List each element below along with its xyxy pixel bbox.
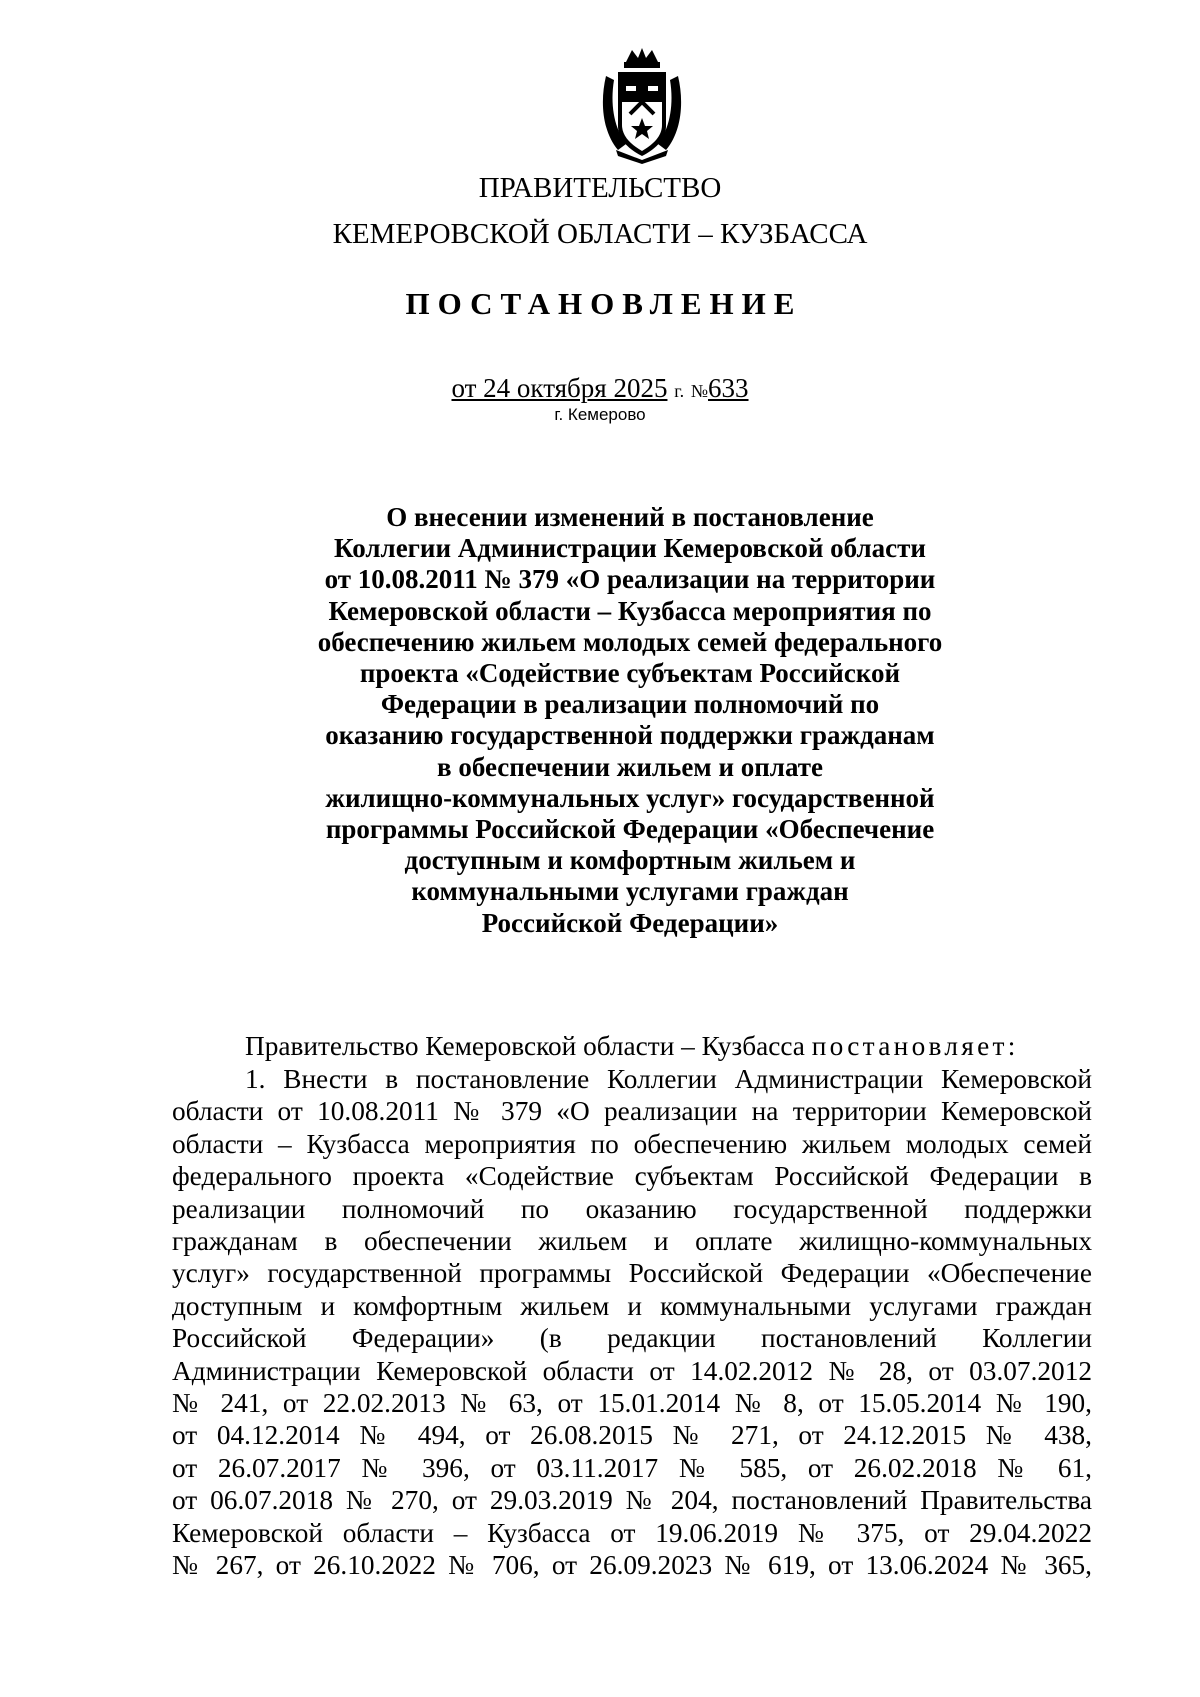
title-line: Кемеровской области – Кузбасса мероприятия по — [328, 595, 932, 626]
paragraph-line: № 267, от 26.10.2022 № 706, от 26.09.2023 № 619, от 13.06.2024 № 365, — [172, 1550, 1092, 1581]
document-date-number — [0, 372, 1200, 407]
title-line: оказанию государственной поддержки гражданам — [325, 720, 935, 751]
title-line: Российской Федерации» — [481, 907, 779, 938]
paragraph-line: гражданам в обеспечении жильем и оплате жилищно-коммунальных — [172, 1226, 1092, 1257]
preamble-verb: постановляет: — [811, 1031, 1019, 1061]
paragraph-line: области – Кузбасса мероприятия по обеспечению жильем молодых семей — [172, 1128, 1092, 1159]
year-suffix: г. — [674, 381, 685, 401]
paragraph-line: Кемеровской области – Кузбасса от 19.06.2019 № 375, от 29.04.2022 — [172, 1517, 1092, 1548]
title-line: Коллегии Администрации Кемеровской области — [334, 533, 926, 564]
title-line: обеспечению жильем молодых семей федерального — [317, 626, 943, 657]
paragraph-line: от 26.07.2017 № 396, от 03.11.2017 № 585, от 26.02.2018 № 61, — [172, 1452, 1092, 1483]
title-line: коммунальными услугами граждан — [411, 876, 849, 907]
preamble-subject: Правительство Кемеровской области – Кузбасса — [245, 1031, 805, 1061]
paragraph-line: услуг» государственной программы Российской Федерации «Обеспечение — [172, 1258, 1092, 1289]
paragraph-line: доступным и комфортным жильем и коммунальными услугами граждан — [172, 1290, 1092, 1321]
title-line: программы Российской Федерации «Обеспечение — [325, 814, 935, 845]
paragraph-line: реализации полномочий по оказанию государственной поддержки — [172, 1193, 1092, 1224]
document-type-heading: ПОСТАНОВЛЕНИЕ — [405, 286, 803, 321]
title-line: проекта «Содействие субъектам Российской — [359, 658, 901, 689]
preamble — [172, 1030, 1092, 1062]
title-line: жилищно-коммунальных услуг» государственной — [325, 782, 935, 813]
paragraph-line: федерального проекта «Содействие субъектам Российской Федерации в — [172, 1161, 1092, 1192]
document-number: 633 — [708, 373, 749, 403]
paragraph-line: от 06.07.2018 № 270, от 29.03.2019 № 204, постановлений Правительства — [172, 1485, 1092, 1516]
paragraph-1 — [172, 1063, 1092, 1582]
paragraph-line: области от 10.08.2011 № 379 «О реализации на территории Кемеровской — [172, 1096, 1092, 1127]
paragraph-line: № 241, от 22.02.2013 № 63, от 15.01.2014 № 8, от 15.05.2014 № 190, — [172, 1388, 1092, 1419]
document-title — [300, 502, 960, 939]
title-line: доступным и комфортным жильем и — [404, 845, 856, 876]
title-line: Федерации в реализации полномочий по — [380, 689, 880, 720]
document-city: г. Кемерово — [554, 405, 646, 424]
paragraph-line: Российской Федерации» (в редакции постановлений Коллегии — [172, 1323, 1092, 1354]
number-sign: № — [690, 381, 709, 401]
government-name-line1: ПРАВИТЕЛЬСТВО — [478, 172, 722, 204]
paragraph-line: 1. Внести в постановление Коллегии Администрации Кемеровской — [245, 1064, 1092, 1094]
title-line: в обеспечении жильем и оплате — [436, 751, 823, 782]
government-name-line2: КЕМЕРОВСКОЙ ОБЛАСТИ – КУЗБАССА — [332, 218, 868, 250]
paragraph-line: Администрации Кемеровской области от 14.02.2012 № 28, от 03.07.2012 — [172, 1355, 1092, 1386]
coat-of-arms-icon — [596, 46, 688, 164]
title-line: от 10.08.2011 № 379 «О реализации на территории — [324, 564, 936, 595]
title-line: О внесении изменений в постановление — [386, 502, 874, 532]
document-date: от 24 октября 2025 — [451, 373, 668, 403]
paragraph-line: от 04.12.2014 № 494, от 26.08.2015 № 271, от 24.12.2015 № 438, — [172, 1420, 1092, 1451]
